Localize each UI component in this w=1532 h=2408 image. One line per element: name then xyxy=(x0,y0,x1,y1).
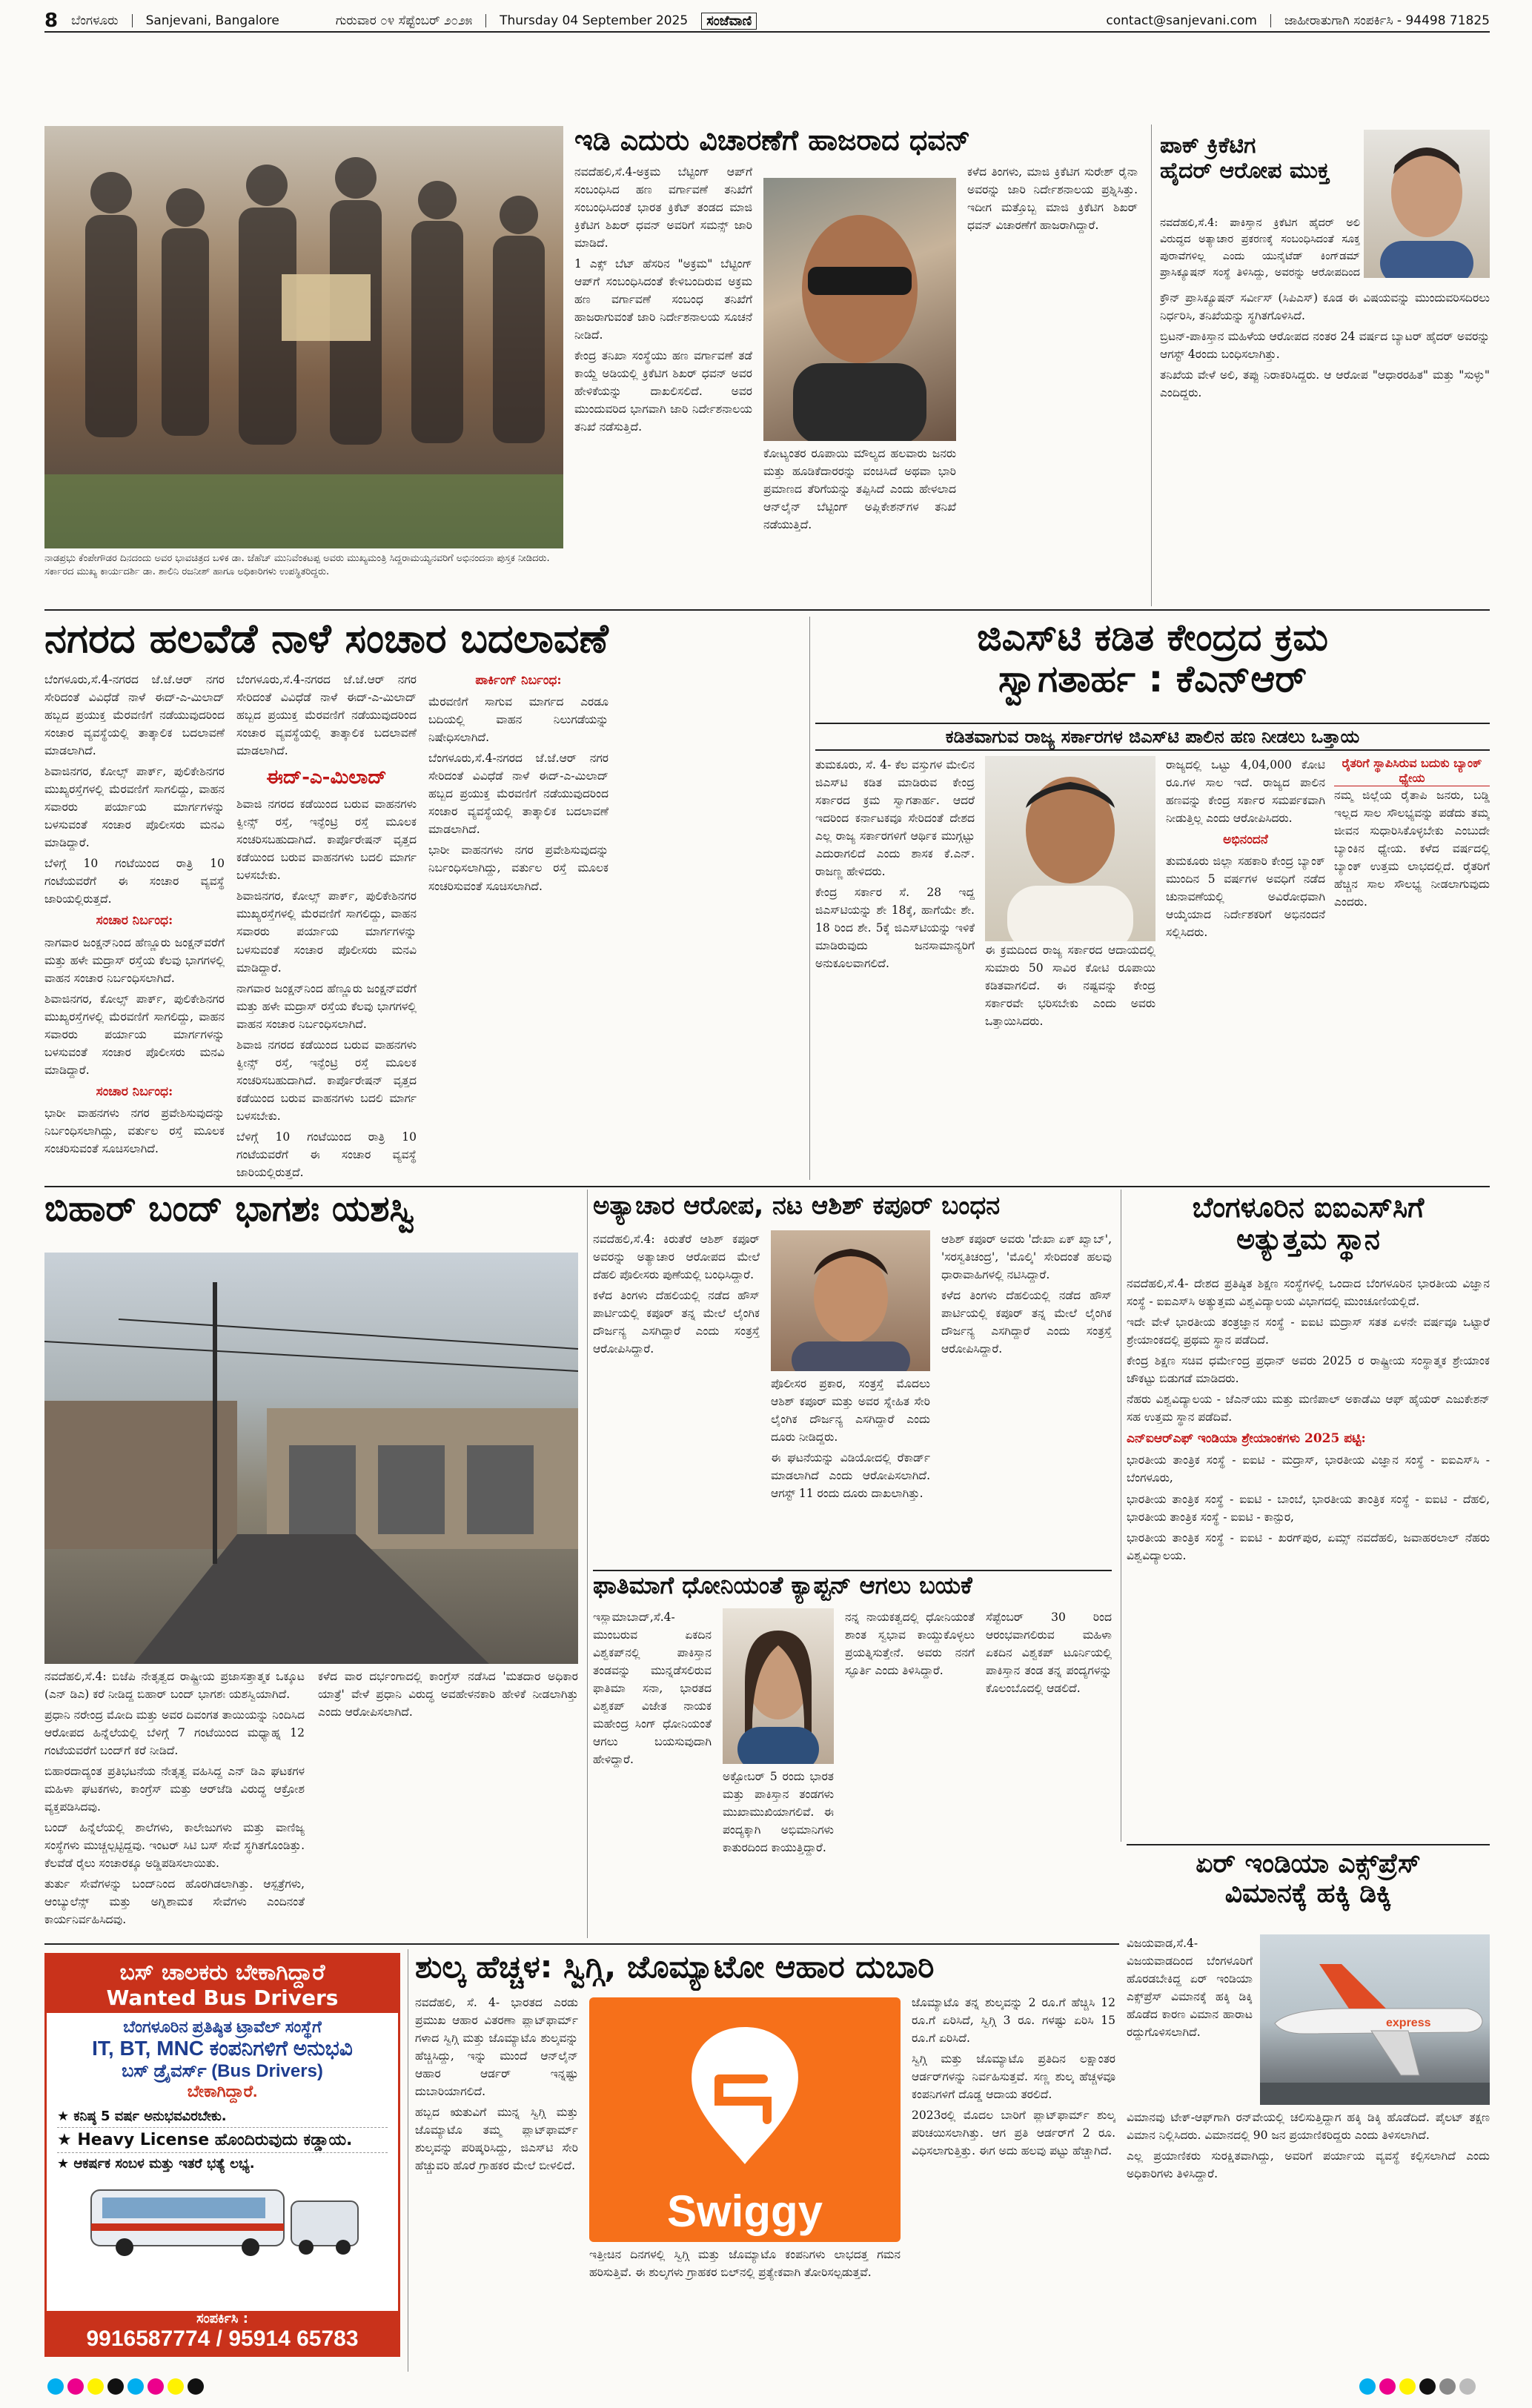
iisc-para: ಇದೇ ವೇಳೆ ಭಾರತೀಯ ತಂತ್ರಜ್ಞಾನ ಸಂಸ್ಥೆ - ಐಐಟಿ ಮದ್ರಾಸ್ ಸತತ ಏಳನೇ ವರ್ಷವೂ ಒಟ್ಟಾರೆ ಶ್ರೇಯಾಂಕದಲ್ಲಿ ಪ್ರಥಮ ಸ್ಥಾನ ಪಡೆದಿದೆ. xyxy=(1127,1316,1490,1347)
pak-headline-line1: ಪಾಕ್ ಕ್ರಿಕೆಟಿಗ xyxy=(1160,133,1256,159)
gst-subheadline: ಕಡಿತವಾಗುವ ರಾಜ್ಯ ಸರ್ಕಾರಗಳ ಜಿಎಸ್‌ಟಿ ಪಾಲಿನ ಹಣ ನೀಡಲು ಒತ್ತಾಯ xyxy=(815,723,1490,751)
ashish-para: ಈ ಘಟನೆಯನ್ನು ವಿಡಿಯೋದಲ್ಲಿ ರೆಕಾರ್ಡ್ ಮಾಡಲಾಗಿದೆ ಎಂದು ಆರೋಪಿಸಲಾಗಿದೆ. ಆಗಸ್ಟ್ 11 ರಂದು ದೂರು ದಾಖಲಾಗಿತ್ತು. xyxy=(771,1451,930,1501)
column-rule xyxy=(1151,125,1152,606)
fatima-col2 xyxy=(723,1768,834,1938)
gst-col2 xyxy=(985,756,1155,1033)
bihar-headline: ಬಿಹಾರ್ ಬಂದ್ ಭಾಗಶಃ ಯಶಸ್ವಿ xyxy=(44,1190,415,1230)
parking-subhead: ಪಾರ್ಕಿಂಗ್ ನಿರ್ಬಂಧ: xyxy=(475,673,562,688)
bus-icon xyxy=(47,2179,398,2261)
ad-bullet-text: ಆಕರ್ಷಕ ಸಂಬಳ ಮತ್ತು ಇತರೆ ಭತ್ಯೆ ಲಭ್ಯ. xyxy=(73,2156,255,2172)
gst-col3 xyxy=(1166,756,1325,944)
dhawan-para: ಕಳೆದ ತಿಂಗಳು, ಮಾಜಿ ಕ್ರಿಕೆಟಿಗ ಸುರೇಶ್ ರೈನಾ ಅವರನ್ನು ಜಾರಿ ನಿರ್ದೇಶನಾಲಯ ಪ್ರಶ್ನಿಸಿತ್ತು. ಇದೀಗ ಮತ್ತೊಬ್ಬ ಮಾಜಿ ಕ್ರಿಕೆಟಿಗ ಶಿಖರ್ ಧವನ್ ವಿಚಾರಣೆಗೆ ಹಾಜರಾಗಿದ್ದಾರೆ. xyxy=(967,165,1138,233)
portrait-icon xyxy=(771,1230,930,1371)
ad-line4: ಬೇಕಾಗಿದ್ದಾರೆ. xyxy=(187,2082,258,2100)
column-rule xyxy=(809,617,810,1180)
ad-contact: ಜಾಹೀರಾತುಗಾಗಿ ಸಂಪರ್ಕಿಸಿ - 94498 71825 xyxy=(1284,13,1490,28)
ashish-headline: ಅತ್ಯಾಚಾರ ಆರೋಪ, ನಟ ಆಶಿಶ್ ಕಪೂರ್ ಬಂಧನ xyxy=(593,1192,1001,1221)
iisc-para: ನವದೆಹಲಿ,ಸೆ.4- ದೇಶದ ಪ್ರತಿಷ್ಠಿತ ಶಿಕ್ಷಣ ಸಂಸ್ಥೆಗಳಲ್ಲಿ ಒಂದಾದ ಬೆಂಗಳೂರಿನ ಭಾರತೀಯ ವಿಜ್ಞಾನ ಸಂಸ್ಥೆ - ಐಐಎಸ್‌ಸಿ ಅತ್ಯುತ್ತಮ ವಿಶ್ವವಿದ್ಯಾಲಯ ವಿಭಾಗದಲ್ಲಿ ಮುಂಚೂಣಿಯಲ್ಲಿದೆ. xyxy=(1127,1277,1490,1309)
traffic-headline: ನಗರದ ಹಲವೆಡೆ ನಾಳೆ ಸಂಚಾರ ಬದಲಾವಣೆ xyxy=(44,617,609,662)
iisc-headline-line1: ಬೆಂಗಳೂರಿನ ಐಐಎಸ್‌ಸಿಗೆ xyxy=(1192,1192,1425,1224)
city-label: ಬೆಂಗಳೂರು xyxy=(71,13,119,28)
portrait-icon xyxy=(723,1608,834,1764)
airindia-headline-line2: ವಿಮಾನಕ್ಕೆ ಹಕ್ಕಿ ಡಿಕ್ಕಿ xyxy=(1224,1878,1392,1909)
dhawan-para: 1 ಎಕ್ಸ್ ಬೆಟ್ ಹೆಸರಿನ "ಅಕ್ರಮ" ಬೆಟ್ಟಿಂಗ್ ಆಪ್‌ಗೆ ಸಂಬಂಧಿಸಿದಂತೆ ಕೇಳಿಬಂದಿರುವ ಅಕ್ರಮ ಹಣ ವರ್ಗಾವಣೆ ಸಂಬಂಧ ತನಿಖೆಗೆ ಹಾಜರಾಗುವಂತೆ ಜಾರಿ ನಿರ್ದೇಶನಾಲಯ ಸೂಚನೆ ನೀಡಿದೆ. xyxy=(574,257,752,342)
photo-caption: ನಾಡಪ್ರಭು ಕೆಂಪೇಗೌಡರ ದಿನದಂದು ಅವರ ಭಾವಚಿತ್ರದ ಬಳಿಕ ಡಾ. ಜೆಹೆಚ್ ಮುನಿವೆಂಕಟಪ್ಪ ಅವರು ಮುಖ್ಯಮಂತ್ರಿ ಸಿದ್ದರಾಮಯ್ಯನವರಿಗೆ ಅಭಿನಂದನಾ ಪುಸ್ತಕ ನೀಡಿದರು. ಸರ್ಕಾರದ ಮುಖ್ಯ ಕಾರ್ಯದರ್ಶಿ ಡಾ. ಶಾಲಿನಿ ರಜನೀಶ್ ಹಾಗೂ ಅಧಿಕಾರಿಗಳು ಉಪಸ್ಥಿತರಿದ್ದರು. xyxy=(44,553,550,577)
dhawan-col3 xyxy=(967,163,1138,604)
pak-body xyxy=(1160,289,1490,604)
street-scene-icon xyxy=(44,1253,578,1664)
swiggy-para: ಇತ್ತೀಚಿನ ದಿನಗಳಲ್ಲಿ ಸ್ವಿಗ್ಗಿ ಮತ್ತು ಜೊಮ್ಯಾಟೊ ಕಂಪನಿಗಳು ಲಾಭದತ್ತ ಗಮನ ಹರಿಸುತ್ತಿವೆ. ಈ ಶುಲ್ಕಗಳು ಗ್ರಾಹಕರ ಬಿಲ್‌ನಲ್ಲಿ ಪ್ರತ್ಯೇಕವಾಗಿ ತೋರಿಸಲ್ಪಡುತ್ತವೆ. xyxy=(589,2248,901,2280)
fatima-para: ಸೆಪ್ಟೆಂಬರ್ 30 ರಿಂದ ಆರಂಭವಾಗಲಿರುವ ಮಹಿಳಾ ಏಕದಿನ ವಿಶ್ವಕಪ್ ಟೂರ್ನಿಯಲ್ಲಿ ಪಾಕಿಸ್ತಾನ ತಂಡ ತನ್ನ ಪಂದ್ಯಗಳನ್ನು ಕೊಲಂಬೊದಲ್ಲಿ ಆಡಲಿದೆ. xyxy=(986,1611,1112,1696)
traffic-para: ನಾಗವಾರ ಜಂಕ್ಷನ್‌ನಿಂದ ಹೆಣ್ಣೂರು ಜಂಕ್ಷನ್‌ವರೆಗೆ ಮತ್ತು ಹಳೇ ಮದ್ರಾಸ್ ರಸ್ತೆಯ ಕೆಲವು ಭಾಗಗಳಲ್ಲಿ ವಾಹನ ಸಂಚಾರ ನಿರ್ಬಂಧಿಸಲಾಗಿದೆ. xyxy=(44,935,225,985)
ad-bullet xyxy=(57,2106,388,2128)
swiggy-para: ಹಬ್ಬದ ಋತುವಿಗೆ ಮುನ್ನ ಸ್ವಿಗ್ಗಿ ಮತ್ತು ಜೊಮ್ಯಾಟೊ ತಮ್ಮ ಪ್ಲಾಟ್‌ಫಾರ್ಮ್ ಶುಲ್ಕವನ್ನು ಪರಿಷ್ಕರಿಸಿದ್ದು, ಜಿಎಸ್‌ಟಿ ಸೇರಿ ಹೆಚ್ಚುವರಿ ಹೊರೆ ಗ್ರಾಹಕರ ಮೇಲೆ ಬೀಳಲಿದೆ. xyxy=(415,2106,578,2173)
ad-title-kn: ಬಸ್ ಚಾಲಕರು ಬೇಕಾಗಿದ್ದಾರೆ xyxy=(119,1960,325,1986)
iisc-body xyxy=(1127,1275,1490,1834)
divider xyxy=(1270,14,1271,27)
airindia-para: ವಿಮಾನವು ಟೇಕ್-ಆಫ್‌ಗಾಗಿ ರನ್‌ವೇಯಲ್ಲಿ ಚಲಿಸುತ್ತಿದ್ದಾಗ ಹಕ್ಕಿ ಡಿಕ್ಕಿ ಹೊಡೆದಿದೆ. ಪೈಲಟ್ ತಕ್ಷಣ ವಿಮಾನ ನಿಲ್ಲಿಸಿದರು. ವಿಮಾನದಲ್ಲಿ 90 ಜನ ಪ್ರಯಾಣಿಕರಿದ್ದರು ಎಂದು ತಿಳಿಸಲಾಗಿದೆ. xyxy=(1127,2111,1490,2143)
swiggy-col1 xyxy=(415,1994,578,2372)
traffic-para: ಶಿವಾಜಿನಗರ, ಕೋಲ್ಸ್ ಪಾರ್ಕ್, ಪುಲಿಕೇಶಿನಗರ ಮುಖ್ಯರಸ್ತೆಗಳಲ್ಲಿ ಮೆರವಣಿಗೆ ಸಾಗಲಿದ್ದು, ವಾಹನ ಸವಾರರು ಪರ್ಯಾಯ ಮಾರ್ಗಗಳನ್ನು ಬಳಸುವಂತೆ ಸಂಚಾರ ಪೊಲೀಸರು ಮನವಿ ಮಾಡಿದ್ದಾರೆ. xyxy=(236,889,417,975)
traffic-para: ನಾಗವಾರ ಜಂಕ್ಷನ್‌ನಿಂದ ಹೆಣ್ಣೂರು ಜಂಕ್ಷನ್‌ವರೆಗೆ ಮತ್ತು ಹಳೇ ಮದ್ರಾಸ್ ರಸ್ತೆಯ ಕೆಲವು ಭಾಗಗಳಲ್ಲಿ ವಾಹನ ಸಂಚಾರ ನಿರ್ಬಂಧಿಸಲಾಗಿದೆ. xyxy=(236,981,417,1031)
dhawan-col1 xyxy=(574,163,752,604)
gst-para: ಈ ಕ್ರಮದಿಂದ ರಾಜ್ಯ ಸರ್ಕಾರದ ಆದಾಯದಲ್ಲಿ ಸುಮಾರು 50 ಸಾವಿರ ಕೋಟಿ ರೂಪಾಯಿ ಕಡಿತವಾಗಲಿದೆ. ಈ ನಷ್ಟವನ್ನು ಕೇಂದ್ರ ಸರ್ಕಾರವೇ ಭರಿಸಬೇಕು ಎಂದು ಅವರು ಒತ್ತಾಯಿಸಿದರು. xyxy=(985,943,1155,1029)
star-icon: ★ xyxy=(57,2131,78,2149)
swiggy-logo-text: Swiggy xyxy=(666,2186,823,2236)
traffic-para: ಬೆಳಿಗ್ಗೆ 10 ಗಂಟೆಯಿಂದ ರಾತ್ರಿ 10 ಗಂಟೆಯವರೆಗೆ ಈ ಸಂಚಾರ ವ್ಯವಸ್ಥೆ ಜಾರಿಯಲ್ಲಿರುತ್ತದೆ. xyxy=(236,1130,417,1179)
bihar-para: ಕಳೆದ ವಾರ ದರ್ಭಂಗಾದಲ್ಲಿ ಕಾಂಗ್ರೆಸ್ ನಡೆಸಿದ 'ಮತದಾರ ಅಧಿಕಾರ ಯಾತ್ರೆ' ವೇಳೆ ಪ್ರಧಾನಿ ವಿರುದ್ಧ ಅವಹೇಳನಕಾರಿ ಹೇಳಿಕೆ ನೀಡಲಾಗಿತ್ತು ಎಂದು ಆರೋಪಿಸಲಾಗಿದೆ. xyxy=(318,1670,578,1719)
color-registration-icon xyxy=(44,2375,208,2398)
eid-subhead: ಈದ್-ಎ-ಮಿಲಾದ್ xyxy=(266,766,387,789)
nirf-list-item: ಭಾರತೀಯ ತಾಂತ್ರಿಕ ಸಂಸ್ಥೆ - ಐಐಟಿ - ಬಾಂಬೆ, ಭಾರತೀಯ ತಾಂತ್ರಿಕ ಸಂಸ್ಥೆ - ಐಐಟಿ - ದೆಹಲಿ, ಭಾರತೀಯ ತಾಂತ್ರಿಕ ಸಂಸ್ಥೆ - ಐಐಟಿ - ಕಾನ್ಪುರ, xyxy=(1127,1492,1490,1524)
fatima-col3 xyxy=(845,1608,975,1938)
ad-contact-label: ಸಂಪರ್ಕಿಸಿ : xyxy=(196,2311,248,2326)
ashish-para: ಪೊಲೀಸರ ಪ್ರಕಾರ, ಸಂತ್ರಸ್ತೆ ಮೊದಲು ಆಶಿಶ್ ಕಪೂರ್ ಮತ್ತು ಅವರ ಸ್ನೇಹಿತ ಸೇರಿ ಲೈಂಗಿಕ ದೌರ್ಜನ್ಯ ಎಸಗಿದ್ದಾರೆ ಎಂದು ದೂರು ನೀಡಿದ್ದರು. xyxy=(771,1377,930,1445)
airindia-intro: ವಿಜಯವಾಡ,ಸೆ.4- ವಿಜಯವಾಡದಿಂದ ಬೆಂಗಳೂರಿಗೆ ಹೊರಡಬೇಕಿದ್ದ ಏರ್ ಇಂಡಿಯಾ ಎಕ್ಸ್‌ಪ್ರೆಸ್ ವಿಮಾನಕ್ಕೆ ಹಕ್ಕಿ ಡಿಕ್ಕಿ ಹೊಡೆದ ಕಾರಣ ವಿಮಾನ ಹಾರಾಟ ರದ್ದುಗೊಳಿಸಲಾಗಿದೆ. xyxy=(1127,1937,1253,2040)
ad-line1: ಬೆಂಗಳೂರಿನ ಪ್ರತಿಷ್ಠಿತ ಟ್ರಾವೆಲ್ ಸಂಸ್ಥೆಗೆ xyxy=(123,2017,322,2036)
section-rule xyxy=(1127,1844,1490,1845)
gst-para: ಕೇಂದ್ರ ಸರ್ಕಾರ ಸೆ. 28 ಇದ್ದ ಜಿಎಸ್‌ಟಿಯನ್ನು ಶೇ 18ಕ್ಕೆ, ಹಾಗೆಯೇ ಶೇ. 18 ರಿಂದ ಶೇ. 5ಕ್ಕೆ ಜಿಎಸ್‌ಟಿಯನ್ನು ಇಳಿಕೆ ಮಾಡಿರುವುದು ಜನಸಾಮಾನ್ಯರಿಗೆ ಅನುಕೂಲವಾಗಲಿದೆ. xyxy=(815,886,975,971)
traffic-para: ಶಿವಾಜಿ ನಗರದ ಕಡೆಯಿಂದ ಬರುವ ವಾಹನಗಳು ಕ್ವೀನ್ಸ್ ರಸ್ತೆ, ಇನ್ಫೆಂಟ್ರಿ ರಸ್ತೆ ಮೂಲಕ ಸಂಚರಿಸಬಹುದಾಗಿದೆ. ಕಾರ್ಪೊರೇಷನ್ ವೃತ್ತದ ಕಡೆಯಿಂದ ಬರುವ ವಾಹನಗಳು ಬದಲಿ ಮಾರ್ಗ ಬಳಸಬೇಕು. xyxy=(236,1038,417,1123)
dhawan-para: ಕೋಟ್ಯಂತರ ರೂಪಾಯಿ ಮೌಲ್ಯದ ಹಲವಾರು ಜನರು ಮತ್ತು ಹೂಡಿಕೆದಾರರನ್ನು ವಂಚಿಸಿದೆ ಅಥವಾ ಭಾರಿ ಪ್ರಮಾಣದ ತೆರಿಗೆಯನ್ನು ತಪ್ಪಿಸಿದೆ ಎಂದು ಹೇಳಲಾದ ಆನ್‌ಲೈನ್ ಬೆಟ್ಟಿಂಗ್ ಅಪ್ಲಿಕೇಶನ್‌ಗಳ ತನಿಖೆ ನಡೆಯುತ್ತಿದೆ. xyxy=(763,447,956,532)
nirf-list-item: ಭಾರತೀಯ ತಾಂತ್ರಿಕ ಸಂಸ್ಥೆ - ಐಐಟಿ - ಮದ್ರಾಸ್, ಭಾರತೀಯ ವಿಜ್ಞಾನ ಸಂಸ್ಥೆ - ಐಐಎಸ್‌ಸಿ - ಬೆಂಗಳೂರು, xyxy=(1127,1453,1490,1485)
date-english: Thursday 04 September 2025 xyxy=(500,13,689,28)
ashish-col2 xyxy=(771,1375,930,1568)
gst-headline-line1: ಜಿಎಸ್‌ಟಿ ಕಡಿತ ಕೇಂದ್ರದ ಕ್ರಮ xyxy=(977,617,1328,659)
swiggy-para: ಜೊಮ್ಯಾಟೊ ತನ್ನ ಶುಲ್ಕವನ್ನು 2 ರೂ.ಗೆ ಹೆಚ್ಚಿಸಿ 12 ರೂ.ಗೆ ಏರಿಸಿದೆ, ಸ್ವಿಗ್ಗಿ 3 ರೂ. ಗಳಷ್ಟು ಏರಿಸಿ 15 ರೂ.ಗೆ ಏರಿಸಿದೆ. xyxy=(912,1996,1115,2046)
iisc-headline-line2: ಅತ್ಯುತ್ತಮ ಸ್ಥಾನ xyxy=(1236,1222,1380,1256)
swiggy-para: ಸ್ವಿಗ್ಗಿ ಮತ್ತು ಜೊಮ್ಯಾಟೊ ಪ್ರತಿದಿನ ಲಕ್ಷಾಂತರ ಆರ್ಡರ್‌ಗಳನ್ನು ನಿರ್ವಹಿಸುತ್ತವೆ. ಸಣ್ಣ ಶುಲ್ಕ ಹೆಚ್ಚಳವೂ ಕಂಪನಿಗಳಿಗೆ ದೊಡ್ಡ ಆದಾಯ ತರಲಿದೆ. xyxy=(912,2052,1115,2102)
ad-bullets xyxy=(47,2101,398,2179)
nirf-list-item: ಭಾರತೀಯ ತಾಂತ್ರಿಕ ಸಂಸ್ಥೆ - ಐಐಟಿ - ಖರಗ್‌ಪುರ, ಏಮ್ಸ್ ನವದೆಹಲಿ, ಜವಾಹರಲಾಲ್ ನೆಹರು ವಿಶ್ವವಿದ್ಯಾಲಯ. xyxy=(1127,1530,1490,1562)
traffic-para: ಬೆಂಗಳೂರು,ಸೆ.4-ನಗರದ ಜೆ.ಜೆ.ಆರ್ ನಗರ ಸೇರಿದಂತೆ ವಿವಿಧೆಡೆ ನಾಳೆ ಈದ್-ಎ-ಮಿಲಾದ್ ಹಬ್ಬದ ಪ್ರಯುಕ್ತ ಮೆರವಣಿಗೆ ನಡೆಯುವುದರಿಂದ ಸಂಚಾರ ವ್ಯವಸ್ಥೆಯಲ್ಲಿ ತಾತ್ಕಾಲಿಕ ಬದಲಾವಣೆ ಮಾಡಲಾಗಿದೆ. xyxy=(236,673,417,758)
portrait-icon xyxy=(763,178,956,441)
traffic-para: ಶಿವಾಜಿ ನಗರದ ಕಡೆಯಿಂದ ಬರುವ ವಾಹನಗಳು ಕ್ವೀನ್ಸ್ ರಸ್ತೆ, ಇನ್ಫೆಂಟ್ರಿ ರಸ್ತೆ ಮೂಲಕ ಸಂಚರಿಸಬಹುದಾಗಿದೆ. ಕಾರ್ಪೊರೇಷನ್ ವೃತ್ತದ ಕಡೆಯಿಂದ ಬರುವ ವಾಹನಗಳು ಬದಲಿ ಮಾರ್ಗ ಬಳಸಬೇಕು. xyxy=(236,797,417,883)
gst-para: ರಾಜ್ಯದಲ್ಲಿ ಒಟ್ಟು 4,04,000 ಕೋಟಿ ರೂ.ಗಳ ಸಾಲ ಇದೆ. ರಾಜ್ಯದ ಪಾಲಿನ ಹಣವನ್ನು ಕೇಂದ್ರ ಸರ್ಕಾರ ಸಮರ್ಪಕವಾಗಿ ನೀಡುತ್ತಿಲ್ಲ ಎಂದು ಆರೋಪಿಸಿದರು. xyxy=(1166,758,1325,826)
people-silhouettes-icon xyxy=(44,126,563,548)
section-rule xyxy=(44,1186,1490,1187)
swiggy-para: ನವದೆಹಲಿ, ಸೆ. 4- ಭಾರತದ ಎರಡು ಪ್ರಮುಖ ಆಹಾರ ವಿತರಣಾ ಪ್ಲಾಟ್‌ಫಾರ್ಮ್ ಗಳಾದ ಸ್ವಿಗ್ಗಿ ಮತ್ತು ಜೊಮ್ಯಾಟೊ ಶುಲ್ಕವನ್ನು ಹೆಚ್ಚಿಸಿದ್ದು, ಇನ್ನು ಮುಂದೆ ಆನ್‌ಲೈನ್ ಆಹಾರ ಆರ್ಡರ್ ಇನ್ನಷ್ಟು ದುಬಾರಿಯಾಗಲಿದೆ. xyxy=(415,1996,578,2099)
gst-headline-line2: ಸ್ವಾಗತಾರ್ಹ : ಕೆಎನ್‌ಆರ್ xyxy=(998,657,1307,700)
ad-bullet xyxy=(57,2153,388,2175)
swiggy-col3 xyxy=(912,1994,1115,2372)
traffic-para: ಭಾರೀ ವಾಹನಗಳು ನಗರ ಪ್ರವೇಶಿಸುವುದನ್ನು ನಿರ್ಬಂಧಿಸಲಾಗಿದ್ದು, ವರ್ತುಲ ರಸ್ತೆ ಮೂಲಕ ಸಂಚರಿಸುವಂತೆ ಸೂಚಿಸಲಾಗಿದೆ. xyxy=(428,843,609,893)
bihar-street-photo xyxy=(44,1253,578,1664)
ashish-col1 xyxy=(593,1230,760,1568)
ad-phone-numbers[interactable]: 9916587774 / 95914 65783 xyxy=(86,2326,359,2351)
traffic-subhead: ಸಂಚಾರ ನಿರ್ಬಂಧ: xyxy=(96,913,173,929)
gst-sidebar-body: ನಮ್ಮ ಜಿಲ್ಲೆಯ ರೈತಾಪಿ ಜನರು, ಬಡ್ಡಿ ಇಲ್ಲದ ಸಾಲ ಸೌಲಭ್ಯವನ್ನು ಪಡೆದು ತಮ್ಮ ಜೀವನ ಸುಧಾರಿಸಿಕೊಳ್ಳಬೇಕು ಎಂಬುದೇ ಬ್ಯಾಂಕಿನ ಧ್ಯೇಯ. ಕಳೆದ ವರ್ಷದಲ್ಲಿ ಬ್ಯಾಂಕ್ ಉತ್ತಮ ಲಾಭದಲ್ಲಿದೆ. ರೈತರಿಗೆ ಹೆಚ್ಚಿನ ಸಾಲ ಸೌಲಭ್ಯ ನೀಡಲಾಗುವುದು ಎಂದರು. xyxy=(1334,789,1490,909)
traffic-subhead: ಸಂಚಾರ ನಿರ್ಬಂಧ: xyxy=(96,1084,173,1099)
registration-marks-left xyxy=(44,2375,208,2398)
airindia-para: ಎಲ್ಲ ಪ್ರಯಾಣಿಕರು ಸುರಕ್ಷಿತವಾಗಿದ್ದು, ಅವರಿಗೆ ಪರ್ಯಾಯ ವ್ಯವಸ್ಥೆ ಕಲ್ಪಿಸಲಾಗಿದೆ ಎಂದು ಅಧಿಕಾರಿಗಳು ತಿಳಿಸಿದ್ದಾರೆ. xyxy=(1127,2149,1490,2181)
fatima-para: ನನ್ನ ನಾಯಕತ್ವದಲ್ಲಿ ಧೋನಿಯಂತೆ ಶಾಂತ ಸ್ವಭಾವ ಕಾಯ್ದುಕೊಳ್ಳಲು ಪ್ರಯತ್ನಿಸುತ್ತೇನೆ. ಅವರು ನನಗೆ ಸ್ಫೂರ್ತಿ ಎಂದು ತಿಳಿಸಿದ್ದಾರೆ. xyxy=(845,1611,975,1678)
gst-sub-abhinandane: ಅಭಿನಂದನೆ xyxy=(1223,832,1268,848)
fatima-photo xyxy=(723,1608,834,1764)
ashish-para: ಆಶಿಶ್ ಕಪೂರ್ ಅವರು 'ದೇಖಾ ಏಕ್ ಖ್ವಾಬ್', 'ಸರಸ್ವತಿಚಂದ್ರ', 'ಮೊಲ್ಕಿ' ಸೇರಿದಂತೆ ಹಲವು ಧಾರಾವಾಹಿಗಳಲ್ಲಿ ನಟಿಸಿದ್ದಾರೆ. xyxy=(941,1233,1112,1282)
iisc-para: ಕೇಂದ್ರ ಶಿಕ್ಷಣ ಸಚಿವ ಧರ್ಮೇಂದ್ರ ಪ್ರಧಾನ್ ಅವರು 2025 ರ ರಾಷ್ಟ್ರೀಯ ಸಂಸ್ಥಾತ್ಮಕ ಶ್ರೇಯಾಂಕ ಚೌಕಟ್ಟು ಬಿಡುಗಡೆ ಮಾಡಿದರು. xyxy=(1127,1354,1490,1386)
ad-line3: ಬಸ್ ಡ್ರೈವರ್ಸ್ (Bus Drivers) xyxy=(122,2061,323,2081)
dhawan-headline: ಇಡಿ ಎದುರು ವಿಚಾರಣೆಗೆ ಹಾಜರಾದ ಧವನ್ xyxy=(574,125,971,156)
gst-col1 xyxy=(815,756,975,975)
ad-bullet-text: Heavy License ಹೊಂದಿರುವುದು ಕಡ್ಡಾಯ. xyxy=(77,2131,353,2149)
ashish-para: ನವದೆಹಲಿ,ಸೆ.4: ಕಿರುತೆರೆ ಆಶಿಶ್ ಕಪೂರ್ ಅವರನ್ನು ಅತ್ಯಾಚಾರ ಆರೋಪದ ಮೇಲೆ ದೆಹಲಿ ಪೊಲೀಸರು ಪುಣೆಯಲ್ಲಿ ಬಂಧಿಸಿದ್ದಾರೆ. xyxy=(593,1233,760,1282)
bihar-para: ಪ್ರಧಾನಿ ನರೇಂದ್ರ ಮೋದಿ ಮತ್ತು ಅವರ ದಿವಂಗತ ತಾಯಿಯನ್ನು ನಿಂದಿಸಿದ ಆರೋಪದ ಹಿನ್ನೆಲೆಯಲ್ಲಿ ಬೆಳಿಗ್ಗೆ 7 ಗಂಟೆಯಿಂದ ಮಧ್ಯಾಹ್ನ 12 ಗಂಟೆಯವರೆಗೆ ಬಂದ್‌ಗೆ ಕರೆ ನೀಡಿದೆ. xyxy=(44,1708,305,1758)
page-number: 8 xyxy=(44,10,59,32)
traffic-para: ಶಿವಾಜಿನಗರ, ಕೋಲ್ಸ್ ಪಾರ್ಕ್, ಪುಲಿಕೇಶಿನಗರ ಮುಖ್ಯರಸ್ತೆಗಳಲ್ಲಿ ಮೆರವಣಿಗೆ ಸಾಗಲಿದ್ದು, ವಾಹನ ಸವಾರರು ಪರ್ಯಾಯ ಮಾರ್ಗಗಳನ್ನು ಬಳಸುವಂತೆ ಸಂಚಾರ ಪೊಲೀಸರು ಮನವಿ ಮಾಡಿದ್ದಾರೆ. xyxy=(44,765,225,850)
rajanna-photo xyxy=(985,756,1155,941)
traffic-para: ಬೆಳಿಗ್ಗೆ 10 ಗಂಟೆಯಿಂದ ರಾತ್ರಿ 10 ಗಂಟೆಯವರೆಗೆ ಈ ಸಂಚಾರ ವ್ಯವಸ್ಥೆ ಜಾರಿಯಲ್ಲಿರುತ್ತದೆ. xyxy=(44,857,225,906)
bus-driver-ad xyxy=(44,1953,400,2357)
portrait-icon xyxy=(985,756,1155,941)
gst-headline xyxy=(815,617,1490,720)
bihar-para: ಬಿಹಾರದಾದ್ಯಂತ ಪ್ರತಿಭಟನೆಯ ನೇತೃತ್ವ ವಹಿಸಿದ್ದ ಎನ್ ಡಿಎ ಘಟಕಗಳ ಮಹಿಳಾ ಘಟಕಗಳು, ಕಾಂಗ್ರೆಸ್ ಮತ್ತು ಆರ್‌ಜೆಡಿ ವಿರುದ್ಧ ಆಕ್ರೋಶ ವ್ಯಕ್ತಪಡಿಸಿದವು. xyxy=(44,1765,305,1814)
fatima-col4 xyxy=(986,1608,1112,1938)
divider xyxy=(485,14,486,27)
event-photo xyxy=(44,126,563,548)
swiggy-logo-image xyxy=(589,1997,901,2242)
dhawan-para: ನವದೆಹಲಿ,ಸೆ.4-ಅಕ್ರಮ ಬೆಟ್ಟಿಂಗ್ ಆಪ್‌ಗೆ ಸಂಬಂಧಿಸಿದ ಹಣ ವರ್ಗಾವಣೆ ತನಿಖೆಗೆ ಸಂಬಂಧಿಸಿದಂತೆ ಭಾರತ ಕ್ರಿಕೆಟ್ ತಂಡದ ಮಾಜಿ ಕ್ರಿಕೆಟಿಗ ಶಿಖರ್ ಧವನ್ ಅವರಿಗೆ ಸಮನ್ಸ್ ಜಾರಿ ಮಾಡಿದೆ. xyxy=(574,165,752,251)
section-rule xyxy=(593,1570,1112,1571)
dhawan-photo xyxy=(763,178,956,441)
ashish-col3 xyxy=(941,1230,1112,1568)
dhawan-col2b xyxy=(763,445,956,604)
airindia-body xyxy=(1127,2109,1490,2372)
ad-line2: IT, BT, MNC ಕಂಪನಿಗಳಿಗೆ ಅನುಭವಿ xyxy=(92,2037,353,2060)
star-icon: ★ xyxy=(57,2156,74,2172)
pak-intro: ನವದೆಹಲಿ,ಸೆ.4: ಪಾಕಿಸ್ತಾನ ಕ್ರಿಕೆಟಿಗ ಹೈದರ್ ಅಲಿ ವಿರುದ್ಧದ ಅತ್ಯಾಚಾರ ಪ್ರಕರಣಕ್ಕೆ ಸಂಬಂಧಿಸಿದಂತೆ ಸೂಕ್ತ ಪುರಾವೆಗಳಿಲ್ಲ ಎಂದು ಯುನೈಟೆಡ್ ಕಿಂಗ್‌ಡಮ್ ಪ್ರಾಸಿಕ್ಯೂಷನ್ ಸಂಸ್ಥೆ ತಿಳಿಸಿದ್ದು, ಅವರನ್ನು ಆರೋಪದಿಂದ xyxy=(1160,217,1360,279)
fatima-col1 xyxy=(593,1608,712,1938)
ashish-photo xyxy=(771,1230,930,1371)
registration-marks-right xyxy=(1356,2375,1490,2398)
divider xyxy=(132,14,133,27)
plane-livery-text: express xyxy=(1386,2017,1431,2029)
nirf-list-head: ಎನ್‌ಐಆರ್‌ಎಫ್ ಇಂಡಿಯಾ ಶ್ರೇಯಾಂಕಗಳು 2025 ಪಟ್ಟಿ: xyxy=(1127,1431,1366,1447)
traffic-para: ಶಿವಾಜಿನಗರ, ಕೋಲ್ಸ್ ಪಾರ್ಕ್, ಪುಲಿಕೇಶಿನಗರ ಮುಖ್ಯರಸ್ತೆಗಳಲ್ಲಿ ಮೆರವಣಿಗೆ ಸಾಗಲಿದ್ದು, ವಾಹನ ಸವಾರರು ಪರ್ಯಾಯ ಮಾರ್ಗಗಳನ್ನು ಬಳಸುವಂತೆ ಸಂಚಾರ ಪೊಲೀಸರು ಮನವಿ ಮಾಡಿದ್ದಾರೆ. xyxy=(44,992,225,1077)
dhawan-para: ಕೇಂದ್ರ ತನಿಖಾ ಸಂಸ್ಥೆಯು ಹಣ ವರ್ಗಾವಣೆ ತಡೆ ಕಾಯ್ದೆ ಅಡಿಯಲ್ಲಿ ಕ್ರಿಕೆಟಿಗ ಶಿಖರ್ ಧವನ್ ಅವರ ಹೇಳಿಕೆಯನ್ನು ದಾಖಲಿಸಲಿದೆ. ಅವರ ಮುಂದುವರಿದ ಭಾಗವಾಗಿ ಜಾರಿ ನಿರ್ದೇಶನಾಲಯ ತನಿಖೆ ನಡೆಸುತ್ತಿದೆ. xyxy=(574,349,752,434)
pak-headline-line2: ಹೈದರ್ ಆರೋಪ ಮುಕ್ತ xyxy=(1160,157,1330,184)
bihar-body xyxy=(44,1668,578,1942)
gst-sidebar xyxy=(1334,756,1490,1186)
section-rule xyxy=(44,1943,1119,1945)
portrait-icon xyxy=(1364,130,1490,278)
bihar-columns xyxy=(44,1668,578,1938)
star-icon: ★ xyxy=(57,2109,74,2124)
masthead-bar xyxy=(44,10,1490,33)
pak-para: ಬ್ರಿಟನ್-ಪಾಕಿಸ್ತಾನ ಮಹಿಳೆಯ ಆರೋಪದ ನಂತರ 24 ವರ್ಷದ ಬ್ಯಾಟರ್ ಹೈದರ್ ಅವರನ್ನು ಆಗಸ್ಟ್ 4ರಂದು ಬಂಧಿಸಲಾಗಿತ್ತು. xyxy=(1160,330,1490,362)
airindia-plane-photo xyxy=(1260,1934,1490,2105)
swiggy-para: 2023ರಲ್ಲಿ ಮೊದಲ ಬಾರಿಗೆ ಪ್ಲಾಟ್‌ಫಾರ್ಮ್ ಶುಲ್ಕ ಪರಿಚಯಿಸಲಾಗಿತ್ತು. ಆಗ ಪ್ರತಿ ಆರ್ಡರ್‌ಗೆ 2 ರೂ. ವಿಧಿಸಲಾಗುತ್ತಿತ್ತು. ಈಗ ಅದು ಹಲವು ಪಟ್ಟು ಹೆಚ್ಚಾಗಿದೆ. xyxy=(912,2109,1115,2158)
haider-photo xyxy=(1364,130,1490,278)
gst-sidebar-head: ರೈತರಿಗೆ ಸ್ಥಾಪಿಸಿರುವ ಬದುಕು ಬ್ಯಾಂಕ್ ಧ್ಯೇಯ xyxy=(1334,756,1490,786)
pak-para: ತನಿಖೆಯ ವೇಳೆ ಅಲಿ, ತಪ್ಪು ನಿರಾಕರಿಸಿದ್ದರು. ಆ ಆರೋಪ "ಆಧಾರರಹಿತ" ಮತ್ತು "ಸುಳ್ಳು" ಎಂದಿದ್ದರು. xyxy=(1160,368,1490,400)
gst-para: ತುಮಕೂರು, ಸೆ. 4- ಕೆಲ ವಸ್ತುಗಳ ಮೇಲಿನ ಜಿಎಸ್‌ಟಿ ಕಡಿತ ಮಾಡಿರುವ ಕೇಂದ್ರ ಸರ್ಕಾರದ ಕ್ರಮ ಸ್ವಾಗತಾರ್ಹ. ಆದರೆ ಇದರಿಂದ ಕರ್ನಾಟಕವೂ ಸೇರಿದಂತೆ ದೇಶದ ಎಲ್ಲ ರಾಜ್ಯ ಸರ್ಕಾರಗಳಿಗೆ ಆರ್ಥಿಕ ಮುಗ್ಗಟ್ಟು ಎದುರಾಗಲಿದೆ ಎಂದು ಶಾಸಕ ಕೆ.ಎನ್. ರಾಜಣ್ಣ ಹೇಳಿದರು. xyxy=(815,758,975,879)
bihar-para: ತುರ್ತು ಸೇವೆಗಳನ್ನು ಬಂದ್‌ನಿಂದ ಹೊರಗಿಡಲಾಗಿತ್ತು. ಆಸ್ಪತ್ರೆಗಳು, ಆಂಬ್ಯುಲೆನ್ಸ್ ಮತ್ತು ಅಗ್ನಿಶಾಮಕ ಸೇವೆಗಳು ಎಂದಿನಂತೆ ಕಾರ್ಯನಿರ್ವಹಿಸಿದವು. xyxy=(44,1877,305,1927)
ashish-para: ಕಳೆದ ತಿಂಗಳು ದೆಹಲಿಯಲ್ಲಿ ನಡೆದ ಹೌಸ್ ಪಾರ್ಟಿಯಲ್ಲಿ ಕಪೂರ್ ತನ್ನ ಮೇಲೆ ಲೈಂಗಿಕ ದೌರ್ಜನ್ಯ ಎಸಗಿದ್ದಾರೆ ಎಂದು ಸಂತ್ರಸ್ತೆ ಆರೋಪಿಸಿದ್ದಾರೆ. xyxy=(593,1289,760,1356)
ad-bullet-text: ಕನಿಷ್ಠ 5 ವರ್ಷ ಅನುಭವವಿರಬೇಕು. xyxy=(73,2109,227,2124)
contact-email[interactable]: contact@sanjevani.com xyxy=(1106,13,1257,28)
bihar-para: ನವದೆಹಲಿ,ಸೆ.4: ಬಿಜೆಪಿ ನೇತೃತ್ವದ ರಾಷ್ಟ್ರೀಯ ಪ್ರಜಾಸತ್ತಾತ್ಮಕ ಒಕ್ಕೂಟ (ಎನ್ ಡಿಎ) ಕರೆ ನೀಡಿದ್ದ ಬಿಹಾರ್ ಬಂದ್ ಭಾಗಶಃ ಯಶಸ್ವಿಯಾಗಿದೆ. xyxy=(44,1670,305,1702)
ad-contact-box xyxy=(47,2311,398,2355)
swiggy-headline: ಶುಲ್ಕ ಹೆಚ್ಚಳ: ಸ್ವಿಗ್ಗಿ, ಜೊಮ್ಯಾಟೋ ಆಹಾರ ದುಬಾರಿ xyxy=(415,1949,935,1985)
date-kannada: ಗುರುವಾರ ೦೪ ಸೆಪ್ಟೆಂಬರ್ ೨೦೨೫ xyxy=(335,13,473,28)
section-rule xyxy=(44,609,1490,611)
color-registration-icon xyxy=(1356,2375,1490,2398)
ad-bullet xyxy=(57,2128,388,2153)
pak-headline xyxy=(1160,133,1353,208)
fatima-para: ಇಸ್ಲಾಮಾಬಾದ್,ಸೆ.4- ಮುಂಬರುವ ಏಕದಿನ ವಿಶ್ವಕಪ್‌ನಲ್ಲಿ ಪಾಕಿಸ್ತಾನ ತಂಡವನ್ನು ಮುನ್ನಡೆಸಲಿರುವ ಫಾತಿಮಾ ಸನಾ, ಭಾರತದ ವಿಶ್ವಕಪ್ ವಿಜೇತ ನಾಯಕ ಮಹೇಂದ್ರ ಸಿಂಗ್ ಧೋನಿಯಂತೆ ಆಗಲು ಬಯಸುವುದಾಗಿ ಹೇಳಿದ್ದಾರೆ. xyxy=(593,1611,712,1767)
paper-logo: ಸಂಜೆವಾಣಿ xyxy=(701,13,757,30)
ashish-para: ಕಳೆದ ತಿಂಗಳು ದೆಹಲಿಯಲ್ಲಿ ನಡೆದ ಹೌಸ್ ಪಾರ್ಟಿಯಲ್ಲಿ ಕಪೂರ್ ತನ್ನ ಮೇಲೆ ಲೈಂಗಿಕ ದೌರ್ಜನ್ಯ ಎಸಗಿದ್ದಾರೆ ಎಂದು ಸಂತ್ರಸ್ತೆ ಆರೋಪಿಸಿದ್ದಾರೆ. xyxy=(941,1289,1112,1356)
bihar-para: ಬಂದ್ ಹಿನ್ನೆಲೆಯಲ್ಲಿ ಶಾಲೆಗಳು, ಕಾಲೇಜುಗಳು ಮತ್ತು ವಾಣಿಜ್ಯ ಸಂಸ್ಥೆಗಳು ಮುಚ್ಚಲ್ಪಟ್ಟಿದ್ದವು. ಇಂಟರ್ ಸಿಟಿ ಬಸ್ ಸೇವೆ ಸ್ಥಗಿತಗೊಂಡಿತ್ತು. ಕೆಲವೆಡೆ ರೈಲು ಸಂಚಾರಕ್ಕೂ ಅಡ್ಡಿಪಡಿಸಲಾಯಿತು. xyxy=(44,1821,305,1871)
gst-body xyxy=(815,756,1327,1186)
traffic-body xyxy=(44,671,800,1197)
airindia-headline-line1: ಏರ್ ಇಂಡಿಯಾ ಎಕ್ಸ್‌ಪ್ರೆಸ್ xyxy=(1196,1849,1421,1879)
gst-para: ತುಮಕೂರು ಜಿಲ್ಲಾ ಸಹಕಾರಿ ಕೇಂದ್ರ ಬ್ಯಾಂಕ್ ಮುಂದಿನ 5 ವರ್ಷಗಳ ಅವಧಿಗೆ ನಡೆದ ಚುನಾವಣೆಯಲ್ಲಿ ಅವಿರೋಧವಾಗಿ ಆಯ್ಕೆಯಾದ ನಿರ್ದೇಶಕರಿಗೆ ಅಭಿನಂದನೆ ಸಲ್ಲಿಸಿದರು. xyxy=(1166,855,1325,940)
pak-para: ಕ್ರೌನ್ ಪ್ರಾಸಿಕ್ಯೂಷನ್ ಸರ್ವೀಸ್ (ಸಿಪಿಎಸ್) ಕೂಡ ಈ ವಿಷಯವನ್ನು ಮುಂದುವರಿಸದಿರಲು ನಿರ್ಧರಿಸಿ, ತನಿಖೆಯನ್ನು ಸ್ಥಗಿತಗೊಳಿಸಿದೆ. xyxy=(1160,291,1490,323)
fatima-headline: ಫಾತಿಮಾಗೆ ಧೋನಿಯಂತೆ ಕ್ಯಾಪ್ಟನ್ ಆಗಲು ಬಯಕೆ xyxy=(593,1573,972,1599)
swiggy-under-photo xyxy=(589,2246,901,2372)
airindia-headline xyxy=(1127,1849,1490,1931)
traffic-para: ಬೆಂಗಳೂರು,ಸೆ.4-ನಗರದ ಜೆ.ಜೆ.ಆರ್ ನಗರ ಸೇರಿದಂತೆ ವಿವಿಧೆಡೆ ನಾಳೆ ಈದ್-ಎ-ಮಿಲಾದ್ ಹಬ್ಬದ ಪ್ರಯುಕ್ತ ಮೆರವಣಿಗೆ ನಡೆಯುವುದರಿಂದ ಸಂಚಾರ ವ್ಯವಸ್ಥೆಯಲ್ಲಿ ತಾತ್ಕಾಲಿಕ ಬದಲಾವಣೆ ಮಾಡಲಾಗಿದೆ. xyxy=(44,673,225,758)
iisc-headline xyxy=(1127,1192,1490,1273)
traffic-columns xyxy=(44,671,800,1190)
traffic-para: ಮೆರವಣಿಗೆ ಸಾಗುವ ಮಾರ್ಗದ ಎರಡೂ ಬದಿಯಲ್ಲಿ ವಾಹನ ನಿಲುಗಡೆಯನ್ನು ನಿಷೇಧಿಸಲಾಗಿದೆ. xyxy=(428,695,609,745)
traffic-para: ಭಾರೀ ವಾಹನಗಳು ನಗರ ಪ್ರವೇಶಿಸುವುದನ್ನು ನಿರ್ಬಂಧಿಸಲಾಗಿದ್ದು, ವರ್ತುಲ ರಸ್ತೆ ಮೂಲಕ ಸಂಚರಿಸುವಂತೆ ಸೂಚಿಸಲಾಗಿದೆ. xyxy=(44,1107,225,1156)
iisc-para: ನೆಹರು ವಿಶ್ವವಿದ್ಯಾಲಯ - ಜೆಎನ್‌ಯು ಮತ್ತು ಮಣಿಪಾಲ್ ಅಕಾಡೆಮಿ ಆಫ್ ಹೈಯರ್ ಎಜುಕೇಶನ್ ಸಹ ಉತ್ತಮ ಸ್ಥಾನ ಪಡೆದಿವೆ. xyxy=(1127,1393,1490,1424)
swiggy-pin-icon xyxy=(589,1997,901,2183)
ad-body xyxy=(47,2013,398,2101)
ad-banner xyxy=(47,1955,398,2013)
fatima-para: ಅಕ್ಟೋಬರ್ 5 ರಂದು ಭಾರತ ಮತ್ತು ಪಾಕಿಸ್ತಾನ ತಂಡಗಳು ಮುಖಾಮುಖಿಯಾಗಲಿವೆ. ಈ ಪಂದ್ಯಕ್ಕಾಗಿ ಅಭಿಮಾನಿಗಳು ಕಾತುರದಿಂದ ಕಾಯುತ್ತಿದ್ದಾರೆ. xyxy=(723,1770,834,1855)
traffic-para: ಬೆಂಗಳೂರು,ಸೆ.4-ನಗರದ ಜೆ.ಜೆ.ಆರ್ ನಗರ ಸೇರಿದಂತೆ ವಿವಿಧೆಡೆ ನಾಳೆ ಈದ್-ಎ-ಮಿಲಾದ್ ಹಬ್ಬದ ಪ್ರಯುಕ್ತ ಮೆರವಣಿಗೆ ನಡೆಯುವುದರಿಂದ ಸಂಚಾರ ವ್ಯವಸ್ಥೆಯಲ್ಲಿ ತಾತ್ಕಾಲಿಕ ಬದಲಾವಣೆ ಮಾಡಲಾಗಿದೆ. xyxy=(428,752,609,837)
paper-place: Sanjevani, Bangalore xyxy=(145,13,279,28)
airplane-icon xyxy=(1260,1934,1490,2105)
ad-title-en: Wanted Bus Drivers xyxy=(106,1986,339,2010)
column-rule xyxy=(587,1190,588,1938)
